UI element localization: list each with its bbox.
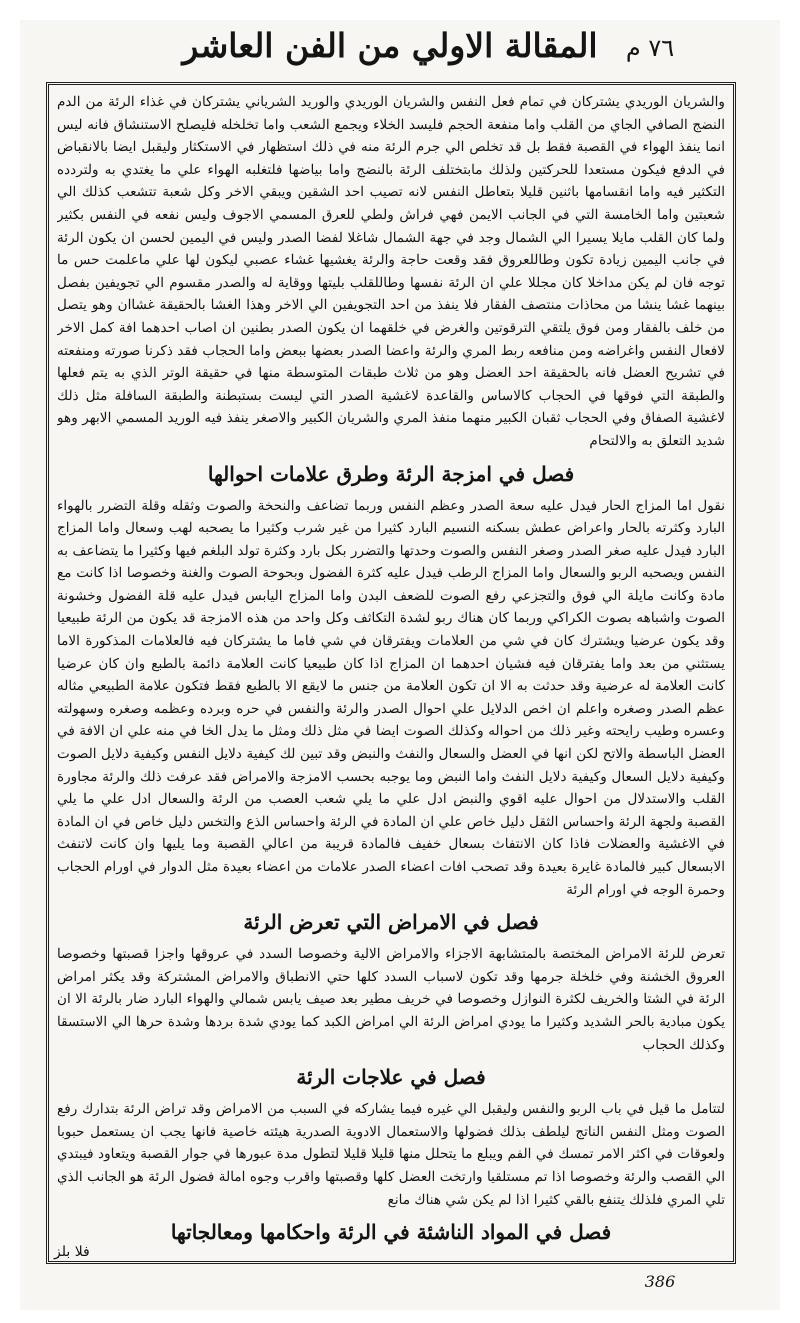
paragraph-materials — [57, 1253, 725, 1255]
paragraph-temperaments: نقول اما المزاج الحار فيدل عليه سعة الصدر وعظم النفس وربما تضاعف والنحخة والصوت وثقله وقلة التضرر بالهواء البارد وكثرته بالحار واعراض عطش بسكنه النسيم البارد كثيرا من غير شرب وكثيرا ما يصحبه لهب وسعال واما المزاج البارد فيدل عليه صغر الصدر وصغر النفس والصوت وحدتها والتضرر بكل بارد وكثرة تولد البلغم فيها وكثيرا ما يتضاعف به النفس ويصحبه الربو والسعال واما المزاج الرطب فيدل عليه كثرة الفضول وبحوحة الصوت والغنة وخصوصا اذا كانت مع مادة وكانت مايلة الي فوق والتجزعي رفع الصوت للضعف البدن واما المزاج اليابس فيدل عليه قلة الفضول وخشونة الصوت واشباهه بصوت الكراكي وربما كان هناك ربو لشدة التكاثف وكل واحد من هذه الامزجة قد يكون من الرئة طبيعيا وقد يكون عرضيا ويشترك كان في شي من العلامات ويفترقان في شي فاما ما يشتركان فيه فالعلامات المذكورة الاما يستثني من بعد واما يفترقان فيه فشيان احدهما ان المزاج اذا كان طبيعيا كانت العلامة دائمة بالطبع وان كان عرضيا كانت العلامة له عرضية وقد حدثت به الا ان تكون العلامة من جنس ما لايقع الا بالطبع فقط فتكون علامة الطبيعي مثاله عظم الصدر وصغره واعلم ان اخص الدلايل علي احوال الصدر والرئة والنفس في حره وبرده وعظمه وصغره وسهولته وعسره وطيب رايحته وغير ذلك من احواله وكذلك الصوت ايضا في مثل ذلك ومثل ما يدل الخا في منه علي ان الافة في العضل الباسطة والاتح لكن انها في العضل والسعال والنفث والنبض وقد تبين لك كيفية دلايل النفس وكيفية دلايل الصوت وكيفية دلايل السعال وكيفية دلايل النفث واما النبض وما يوجبه بحسب الامزجة والامراض فقد عرفت ذلك والرئة مجاورة القلب والاستدلال من احوال عليه اقوي والنبض ادل علي ما يلي شعب العصب من الرئة والسعال ادل علي ما يلي القصبة ولجهة الرئة واحساس الثقل دليل خاص علي ان المادة في الرئة واحساس الذع والتخس دليل خاص في ان المادة في الاغشية والعضلات فاذا كان الانتفاث بسعال خفيف فالمادة قريبة من اعالي القصبة وما يليها وان كانت لاتنفث الابسعال كبير فالمادة غايرة بعيدة وقد تصحب افات اعضاء الصدر علامات من اعضاء بعيدة مثل الدوار في اورام الحجاب وحمرة الوجه في اورام الرئة — [57, 497, 725, 898]
page-header — [20, 20, 780, 80]
section-heading-materials: فصل في المواد الناشئة في الرئة واحكامها ومعالجاتها — [170, 1220, 612, 1245]
section-heading-treatments: فصل في علاجات الرئة — [296, 1065, 486, 1090]
running-title: المقالة الاولي من الفن العاشر — [182, 26, 598, 65]
paragraph-lung-anatomy: والشريان الوريدي يشتركان في تمام فعل النفس والشريان الوريدي والوريد الشرياني يشتركان في غذاء الرئة من الدم النضج الصافي الجاي من القلب واما منفعة الحجم فليسد الخلاء ويجمع الشعب واما تخلخله فليصلح الاستنشاق فانه ليس انما ينفذ الهواء في القصبة فقط بل قد تخلص الي جرم الرئة منه في ذلك استظهار في الاستكثار وليقبل ايضا بالانقباض في الدفع فيكون مستعدا للحركتين ولذلك مابتختلف الرئة بالنضج واما بياضها فلتغلبه الهواء علي ما يغتدي به ولتردده التكثير فيه واما انقسامها باثنين قليلا بتعاطل النفس لانه تصيب احد الشقين ويبقي الاخر وكل شعبة تتشعب كذلك الي شعبتين واما الخامسة التي في الجانب الايمن فهي فراش ولطي للعرق المسمي الاجوف وليس نفعه في النفس بكثير ولما كان القلب مايلا يسيرا الي الشمال وجد في جهة الشمال شاغلا لفضا الصدر وليس في اليمين لحسن ان يكون الرئة في جانب اليمين زيادة تكون وطاللعروق فقد وقعت حاجة والرئة يغشيها غشاء عصبي ليكون لها علي ماعلمت حس ما توجه فان لم يكن مداخلا كان مجللا علي ان الرئة نفسها وطاللقلب بليتها ووقاية له والصدر مقسوم الي تجويفين بفصل بينهما غشا ينشا من محاذات منتصف الفقار فلا ينفذ من احد التجويفين الي الاخر وهذا الغشا بالحقيقة غشاان وهو يتصل من خلف بالفقار ومن فوق يلتقي الترقوتين والغرض في خلقهما ان يكون الصدر بطنين ان اصاب احدهما افة كمل الاخر لافعال النفس واغراضه ومن منافعه ربط المري والرئة واعضا الصدر بعضها ببعض واما الحجاب فقد ذكرنا صورته ومنفعته في تشريح العضل فانه بالحقيقة احد العضل وهو من ثلاث طبقات المتوسطة منها في حقيقة الوتر الذي به يتم فعلها والطبقة التي فوقها في الحجاب كالاساس والقاعدة لاغشية الصدر التي ليست بستبطنة والطبقة السافلة مثل ذلك لاغشية الصفاق وفي الحجاب ثقبان الكبير منهما منفذ المري والشريان الكبير والاصغر ينفذ فيه الوريد المسمي الابهر وهو شديد التعلق به والالتحام — [57, 94, 725, 449]
paragraph-diseases: تعرض للرئة الامراض المختصة بالمتشابهة الاجزاء والامراض الالية وخصوصا السدد في عروقها واجزا قصبتها وخصوصا العروق الخشنة وفي خلخلة جرمها وقد تكون لاسباب السدد كلها حتي الانطباق والامراض المشتركة وقد يكثر امراض الرئة في الشتا والخريف لكثرة النوازل وخصوصا في خريف مطير بعد صيف يابس شمالي والهواء البارد ضار بالرئة الا ان يكون مبادية بالحر الشديد وكثيرا ما يودي امراض الرئة الي امراض الكبد كما يودي شدة بردها وشدة حرها الي الاستسقا وكذلك الحجاب — [57, 946, 725, 1053]
text-frame — [46, 82, 736, 1264]
manuscript-page — [20, 20, 780, 1310]
folio-number: 386 — [644, 1272, 676, 1291]
page-reference: ٧٦ م — [625, 34, 675, 62]
section-heading-diseases: فصل في الامراض التي تعرض الرئة — [243, 910, 539, 935]
paragraph-treatments: لتتامل ما قيل في باب الربو والنفس وليقبل الي غيره فيما يشاركه في السبب من الامراض وقد تراض الرئة بتدارك رفع الصوت ومثل النفس الناتج ليلطف بذلك فضولها والاستعمال الادوية الصدرية هيئته خاصية فانها يجب ان يستعمل حبوبا ولعوقات في اكثر الامر تمسك في الفم ويبلع ما يتحلل منها قليلا قليلا لتطول مدة عبورها في جوار القصبة ويتعاود فيبتدي الي القصب والرئة وخصوصا اذا تم مستلقيا وارتخت العضل كلها وقصبتها واقرب وجوه امالة فضول الرئة هو الجانب الذي تلي المري فلذلك يتنفع بالقي كثيرا اذا لم يكن شي هناك مانع — [57, 1101, 725, 1208]
text-column — [57, 91, 725, 1255]
catchword: فلا بلز — [54, 1244, 90, 1260]
section-heading-temperaments: فصل في امزجة الرئة وطرق علامات احوالها — [207, 461, 575, 486]
